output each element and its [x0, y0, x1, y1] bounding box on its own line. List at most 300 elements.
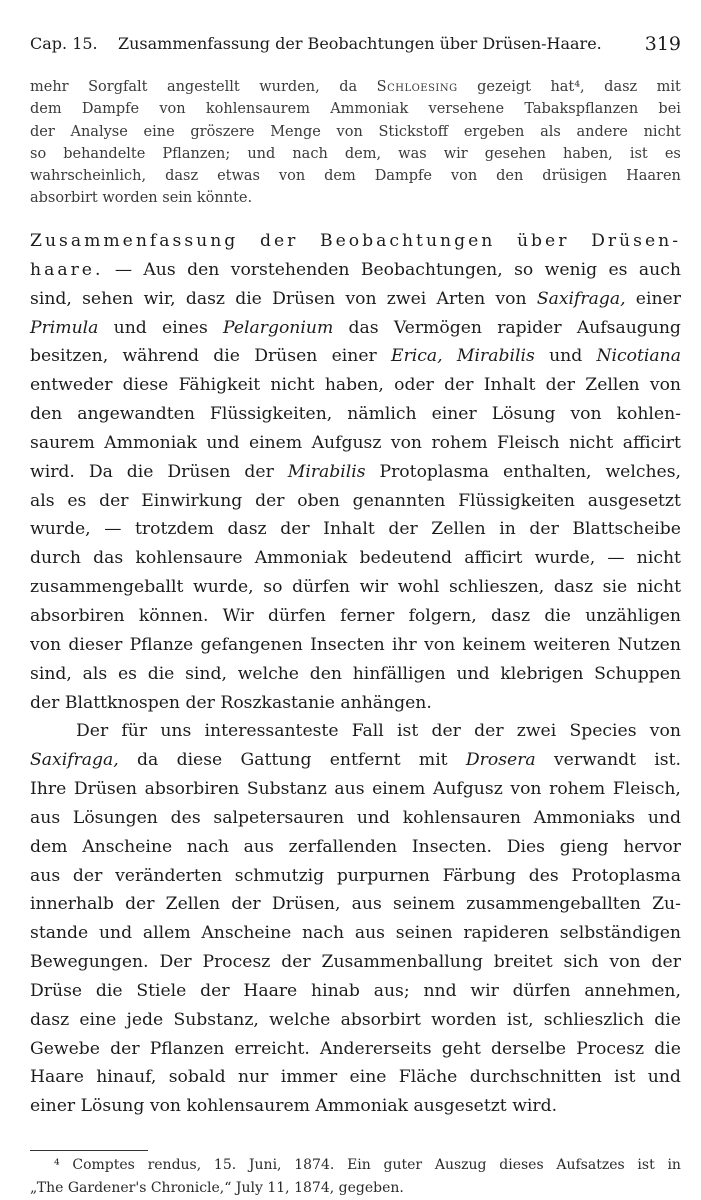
word: Gewebe [30, 1038, 100, 1059]
word: kohlensaure [135, 548, 243, 569]
word: aus [30, 865, 61, 886]
word: für [121, 721, 148, 742]
word: ist [637, 1157, 655, 1173]
word: kohlensaurem [205, 101, 310, 118]
word: könnte. [196, 190, 253, 207]
word: allem [142, 923, 191, 944]
word: dasz [227, 519, 267, 540]
word: Analyse [70, 123, 128, 140]
word: bei [658, 101, 681, 118]
word: Gattung [240, 750, 312, 771]
word: Flüssigkeiten, [209, 404, 333, 425]
text-line [30, 371, 681, 400]
word: als [82, 663, 108, 684]
word: es [117, 663, 137, 684]
word: der [444, 375, 474, 396]
word: wird. [30, 461, 75, 482]
word: ist [629, 145, 648, 162]
word: von [649, 721, 681, 742]
word: angewandten [77, 404, 195, 425]
word: des [528, 865, 559, 886]
word: oder [394, 375, 434, 396]
text-line [30, 544, 681, 573]
word: sie [602, 577, 628, 598]
word: sind, [30, 288, 72, 309]
word: Flüssigkeiten [458, 490, 575, 511]
word: absorbirt [340, 1009, 421, 1030]
word: dasz [553, 577, 594, 598]
text-line [30, 429, 681, 458]
word: die [235, 288, 262, 309]
word: immer [280, 1067, 338, 1088]
word: Beobachtungen [319, 231, 496, 251]
word: Mirabilis [287, 461, 366, 482]
word: Blattknospen [64, 692, 180, 713]
word: Färbung [442, 865, 516, 886]
word: genannten [352, 490, 446, 511]
text-line [30, 256, 681, 285]
word: Zusammenballung [321, 952, 483, 973]
word: zwei [386, 288, 427, 309]
word: purpurnen [336, 865, 430, 886]
word: haben, [562, 145, 613, 162]
word: diese [122, 375, 169, 396]
text-line [30, 1035, 681, 1064]
word: worden [431, 1009, 497, 1030]
word: drüsigen [542, 168, 608, 185]
word: Pflanzen; [162, 145, 231, 162]
word: dem [324, 168, 356, 185]
word: Procesz [576, 1038, 645, 1059]
word: kohlen- [616, 404, 681, 425]
word: einer [331, 346, 377, 367]
word: dasz [30, 1009, 70, 1030]
word: hinfälligen [352, 663, 446, 684]
text-line [30, 227, 681, 256]
text-line [30, 314, 681, 343]
word: der [431, 721, 461, 742]
word: eine [79, 1009, 117, 1030]
word: Species [569, 721, 637, 742]
word: wurde, [193, 577, 254, 598]
word: Drüsen [254, 346, 318, 367]
word: wir [443, 145, 468, 162]
word: uns [160, 721, 192, 742]
word: in [499, 519, 516, 540]
word: Stiele [136, 980, 187, 1001]
word: kohlensauren [402, 807, 521, 828]
word: Vermögen [393, 317, 482, 338]
word: von [450, 168, 478, 185]
word: der [30, 123, 55, 140]
intro-paragraph [30, 76, 681, 210]
word: dasz [490, 605, 531, 626]
word: von [390, 432, 422, 453]
text-line [30, 1063, 681, 1092]
word: hinauf, [96, 1067, 157, 1088]
word: sein [162, 190, 193, 207]
text-line [30, 515, 681, 544]
word: Ammoniak [330, 101, 409, 118]
word: Sorgfalt [88, 79, 148, 95]
word: der [72, 865, 103, 886]
word: Wir [222, 605, 254, 626]
word: es [664, 145, 681, 162]
word: seinen [395, 923, 453, 944]
text-line [30, 1006, 681, 1035]
word: und [206, 432, 240, 453]
word: der [99, 490, 129, 511]
word: von [30, 634, 62, 655]
word: Protoplasma [571, 865, 681, 886]
word: 1874, [294, 1180, 335, 1196]
word: haare. [30, 259, 104, 280]
word: gegeben. [338, 1180, 404, 1196]
word: mit [656, 79, 681, 95]
word: Der [76, 721, 109, 742]
word: anhängen. [340, 692, 432, 713]
word: und [247, 145, 276, 162]
word: Lösungen [72, 807, 158, 828]
word: nicht [569, 432, 614, 453]
word: durch [30, 548, 81, 569]
word: Drüsen [272, 288, 336, 309]
word: da [339, 79, 358, 95]
word: dieser [68, 634, 123, 655]
word: July [235, 1180, 263, 1196]
word: rohem [549, 779, 606, 800]
word: zusammengeballt [30, 577, 184, 598]
text-line [30, 121, 681, 143]
word: auch [638, 259, 681, 280]
word: dürfen [267, 605, 326, 626]
word: von [570, 404, 602, 425]
word: vorstehenden [230, 259, 350, 280]
word: wurde, [534, 548, 596, 569]
word: können. [138, 605, 209, 626]
word: in [667, 1157, 681, 1173]
word: als [30, 490, 55, 511]
word: schlieszen, [448, 577, 545, 598]
text-line [30, 458, 681, 487]
footnote [30, 1154, 681, 1200]
word: durchschnitten [469, 1067, 602, 1088]
word: Fähigkeit [178, 375, 261, 396]
text-line [30, 487, 681, 516]
word: Zellen [585, 375, 640, 396]
word: eine [349, 1067, 387, 1088]
word: behandelte [63, 145, 146, 162]
word: Beobachtungen, [360, 259, 503, 280]
word: erreicht. [234, 1038, 310, 1059]
word: wird. [512, 1096, 558, 1117]
word: rapider [497, 317, 562, 338]
word: es [608, 259, 628, 280]
word: Procesz [202, 952, 271, 973]
word: der [244, 461, 274, 482]
word: der [474, 721, 504, 742]
word: schlieszlich [543, 1009, 645, 1030]
word: ⁴ [54, 1157, 60, 1173]
word: wurden, [259, 79, 320, 95]
summary-section [30, 227, 681, 1121]
word: Lösung [80, 1096, 145, 1117]
word: was [398, 145, 427, 162]
word: rendus, [147, 1157, 202, 1173]
word: von [159, 101, 186, 118]
word: nicht [270, 375, 315, 396]
word: einem [248, 432, 303, 453]
word: nur [238, 1067, 269, 1088]
text-line [30, 890, 681, 919]
word: trotzdem [134, 519, 214, 540]
word: und [647, 1067, 681, 1088]
word: afficirt [622, 432, 681, 453]
word: saurem [30, 432, 95, 453]
word: Haare [243, 980, 298, 1001]
word: Aufsatzes [556, 1157, 625, 1173]
word: selbständigen [559, 923, 681, 944]
word: der [388, 519, 418, 540]
word: Fleisch, [612, 779, 681, 800]
word: Fleisch [497, 432, 560, 453]
word: Fläche [398, 1067, 458, 1088]
word: Auszug [434, 1157, 487, 1173]
word: ausgesetzt [413, 1096, 507, 1117]
text-line [30, 165, 681, 187]
word: Substanz [246, 779, 327, 800]
word: oben [297, 490, 340, 511]
word: ist, [506, 1009, 534, 1030]
word: der [280, 519, 310, 540]
word: annehmen, [584, 980, 681, 1001]
text-line [30, 573, 681, 602]
word: 15. [213, 1157, 237, 1173]
text-line [30, 862, 681, 891]
text-line [30, 342, 681, 371]
word: nach [186, 836, 229, 857]
word: Dampfe [374, 168, 432, 185]
word: Zu- [652, 894, 681, 915]
word: der [259, 231, 299, 251]
word: Einwirkung [141, 490, 243, 511]
word: nämlich [347, 404, 417, 425]
word: eine [143, 123, 175, 140]
word: Inhalt [483, 375, 536, 396]
word: Insecten. [411, 836, 492, 857]
word: veränderten [115, 865, 223, 886]
word: weiteren [533, 634, 611, 655]
word: der [185, 692, 215, 713]
word: welches, [605, 461, 681, 482]
word: Schuppen [594, 663, 681, 684]
word: sind, [30, 663, 72, 684]
word: schmutzig [234, 865, 325, 886]
word: breitet [493, 952, 553, 973]
word: enthalten, [502, 461, 592, 482]
word: diese [176, 750, 223, 771]
word: aus [351, 894, 382, 915]
word: und [647, 807, 681, 828]
word: dem [30, 836, 68, 857]
word: die [544, 605, 571, 626]
word: absorbiren [30, 605, 125, 626]
word: der [30, 692, 60, 713]
word: so [30, 145, 47, 162]
word: ergeben [463, 123, 525, 140]
word: Saxifraga, [536, 288, 626, 309]
text-line [30, 1177, 681, 1200]
word: Aus [143, 259, 176, 280]
word: Erica, [391, 346, 443, 367]
word: das [348, 317, 379, 338]
text-line [30, 285, 681, 314]
word: Ammoniak [315, 1096, 409, 1117]
word: kohlensaurem [186, 1096, 310, 1117]
word: sobald [168, 1067, 226, 1088]
word: einer [30, 1096, 76, 1117]
word: 1874. [294, 1157, 335, 1173]
word: aus [243, 836, 274, 857]
word: angestellt [166, 79, 240, 95]
word: der [529, 519, 559, 540]
word: gezeigt [477, 79, 531, 95]
word: Pflanzen [149, 1038, 225, 1059]
word: Zusammenfassung [30, 231, 239, 251]
text-line [30, 98, 681, 120]
word: einer [635, 288, 681, 309]
word: Comptes [72, 1157, 135, 1173]
word: einem [372, 779, 426, 800]
word: interessanteste [204, 721, 339, 742]
text-line [30, 977, 681, 1006]
footnote-divider [30, 1150, 148, 1151]
text-line [30, 76, 681, 98]
word: aus; [373, 980, 410, 1001]
word: andere [576, 123, 628, 140]
text-line [30, 746, 681, 775]
word: Aufsaugung [576, 317, 681, 338]
word: hinab [311, 980, 360, 1001]
word: Ammoniak [104, 432, 197, 453]
word: dem, [344, 145, 382, 162]
word: Arten [436, 288, 486, 309]
word: — [104, 519, 122, 540]
word: 11, [267, 1180, 290, 1196]
word: den [30, 404, 63, 425]
word: entweder [30, 375, 113, 396]
word: Nutzen [617, 634, 681, 655]
word: und [98, 923, 133, 944]
word: Dies [506, 836, 545, 857]
word: den [309, 663, 342, 684]
word: geht [441, 1038, 481, 1059]
word: von [336, 123, 363, 140]
word: so [263, 577, 283, 598]
word: von [609, 952, 641, 973]
word: mehr [30, 79, 69, 95]
word: Da [88, 461, 113, 482]
word: und [356, 807, 390, 828]
word: von [495, 288, 527, 309]
word: der [125, 894, 155, 915]
running-title: Zusammenfassung der Beobachtungen über Drüsen-Haare. [118, 34, 602, 53]
word: Blattscheibe [572, 519, 681, 540]
word: wir, [143, 288, 176, 309]
word: Drüsen, [271, 894, 341, 915]
word: „The [30, 1180, 64, 1196]
word: hervor [623, 836, 681, 857]
word: Der [159, 952, 192, 973]
word: absorbirt [30, 190, 98, 207]
text-line [30, 143, 681, 165]
word: mit [418, 750, 448, 771]
word: gröszere [190, 123, 255, 140]
word: das [93, 548, 124, 569]
word: den [496, 168, 524, 185]
word: es [67, 490, 87, 511]
word: Insecten [310, 634, 385, 655]
word: Anscheine [82, 836, 173, 857]
word: aus [334, 779, 365, 800]
word: haben, [324, 375, 384, 396]
word: Zellen [165, 894, 221, 915]
word: etwas [217, 168, 260, 185]
word: wahrscheinlich, [30, 168, 147, 185]
word: nicht [636, 548, 681, 569]
word: die [654, 1038, 681, 1059]
word: aus [30, 807, 61, 828]
word: Aufgusz [432, 779, 503, 800]
word: gesehen [484, 145, 546, 162]
word: Pelargonium [223, 317, 334, 338]
word: der [110, 1038, 140, 1059]
word: Andererseits [320, 1038, 432, 1059]
word: rohem [431, 432, 488, 453]
word: folgern, [408, 605, 477, 626]
word: Tabakspflanzen [524, 101, 639, 118]
word: den [187, 259, 220, 280]
word: absorbiren [144, 779, 240, 800]
word: die [147, 663, 175, 684]
text-line [30, 1092, 681, 1121]
word: bedeutend [359, 548, 453, 569]
word: von [345, 288, 377, 309]
word: der [545, 375, 575, 396]
word: von [510, 779, 542, 800]
word: nach [292, 145, 328, 162]
word: wohl [397, 577, 440, 598]
word: Inhalt [323, 519, 375, 540]
word: nnd [423, 980, 457, 1001]
word: der [200, 980, 230, 1001]
word: dasz [165, 168, 199, 185]
word: von [649, 375, 681, 396]
word: sehen [82, 288, 134, 309]
text-line [30, 631, 681, 660]
word: nach [302, 923, 345, 944]
word: Drüse [30, 980, 83, 1001]
word: gieng [559, 836, 609, 857]
word: Protoplasma [379, 461, 490, 482]
word: zwei [516, 721, 557, 742]
word: aus [354, 923, 385, 944]
word: Aufgusz [311, 432, 382, 453]
word: Lösung [491, 404, 556, 425]
word: dasz [185, 288, 225, 309]
word: gefangenen [200, 634, 303, 655]
word: versehene [428, 101, 505, 118]
